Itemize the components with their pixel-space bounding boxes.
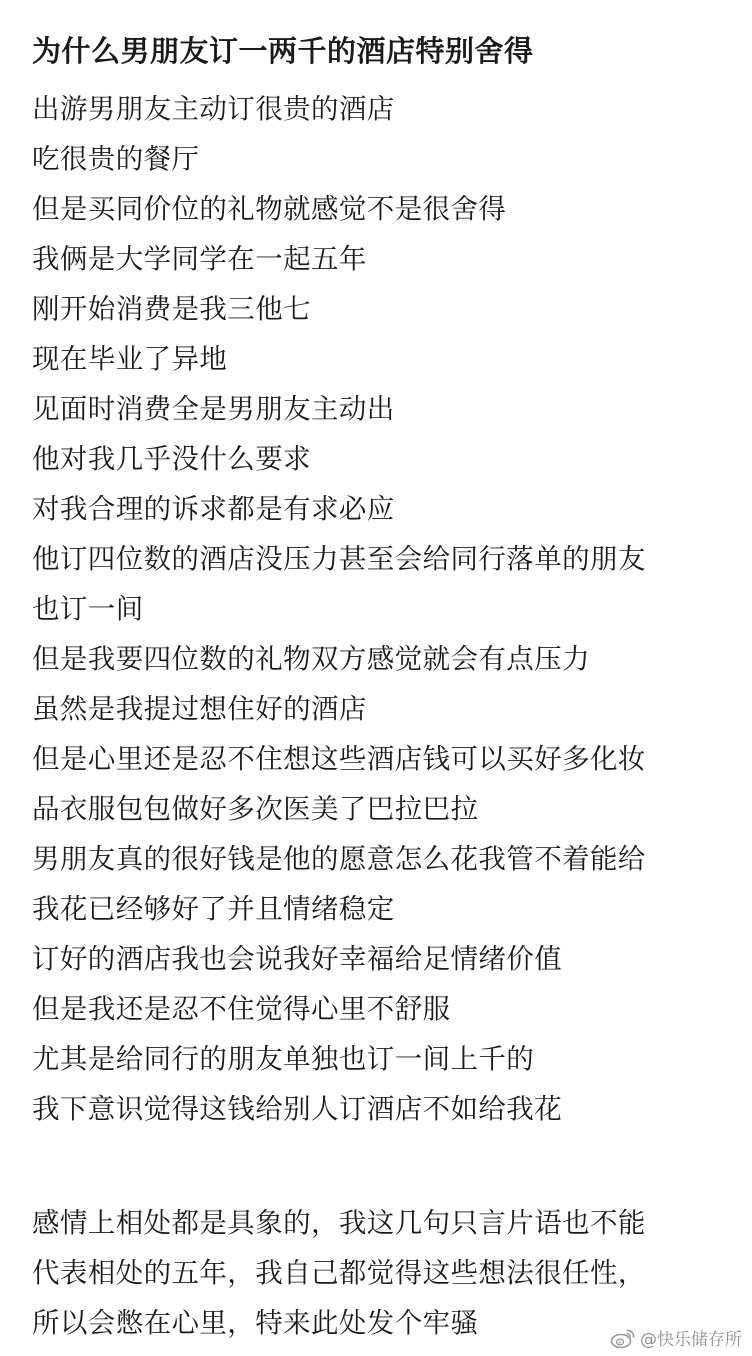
body-line: 他订四位数的酒店没压力甚至会给同行落单的朋友 bbox=[32, 543, 646, 575]
body-line: 感情上相处都是具象的，我这几句只言片语也不能 bbox=[32, 1207, 646, 1239]
body-line: 我下意识觉得这钱给别人订酒店不如给我花 bbox=[32, 1093, 563, 1125]
body-line: 代表相处的五年，我自己都觉得这些想法很任性， bbox=[32, 1257, 646, 1289]
body-line: 品衣服包包做好多次医美了巴拉巴拉 bbox=[32, 793, 479, 825]
body-line: 男朋友真的很好钱是他的愿意怎么花我管不着能给 bbox=[32, 843, 646, 875]
body-line: 订好的酒店我也会说我好幸福给足情绪价值 bbox=[32, 943, 563, 975]
body-line: 见面时消费全是男朋友主动出 bbox=[32, 393, 395, 425]
weibo-logo-icon bbox=[610, 1327, 636, 1349]
body-line: 但是我要四位数的礼物双方感觉就会有点压力 bbox=[32, 643, 590, 675]
body-line: 尤其是给同行的朋友单独也订一间上千的 bbox=[32, 1043, 535, 1075]
body-line: 他对我几乎没什么要求 bbox=[32, 443, 311, 475]
body-line: 吃很贵的餐厅 bbox=[32, 143, 200, 175]
body-line: 但是买同价位的礼物就感觉不是很舍得 bbox=[32, 193, 507, 225]
body-line: 刚开始消费是我三他七 bbox=[32, 293, 311, 325]
body-line: 现在毕业了异地 bbox=[32, 343, 228, 375]
body-line: 但是心里还是忍不住想这些酒店钱可以买好多化妆 bbox=[32, 743, 646, 775]
body-line: 我花已经够好了并且情绪稳定 bbox=[32, 893, 395, 925]
body-line: 但是我还是忍不住觉得心里不舒服 bbox=[32, 993, 451, 1025]
body-line: 对我合理的诉求都是有求必应 bbox=[32, 493, 395, 525]
body-line: 我俩是大学同学在一起五年 bbox=[32, 243, 367, 275]
body-line: 出游男朋友主动订很贵的酒店 bbox=[32, 93, 395, 125]
body-line: 也订一间 bbox=[32, 593, 144, 625]
body-line: 虽然是我提过想住好的酒店 bbox=[32, 693, 367, 725]
body-line: 所以会憋在心里，特来此处发个牢骚 bbox=[32, 1307, 479, 1339]
watermark-text: @快乐储存所 bbox=[640, 1330, 742, 1350]
paragraph-gap bbox=[32, 1134, 732, 1184]
post-content bbox=[32, 26, 732, 1348]
post-body bbox=[32, 84, 732, 1348]
post-title: 为什么男朋友订一两千的酒店特别舍得 bbox=[32, 34, 534, 68]
watermark bbox=[610, 1325, 742, 1350]
